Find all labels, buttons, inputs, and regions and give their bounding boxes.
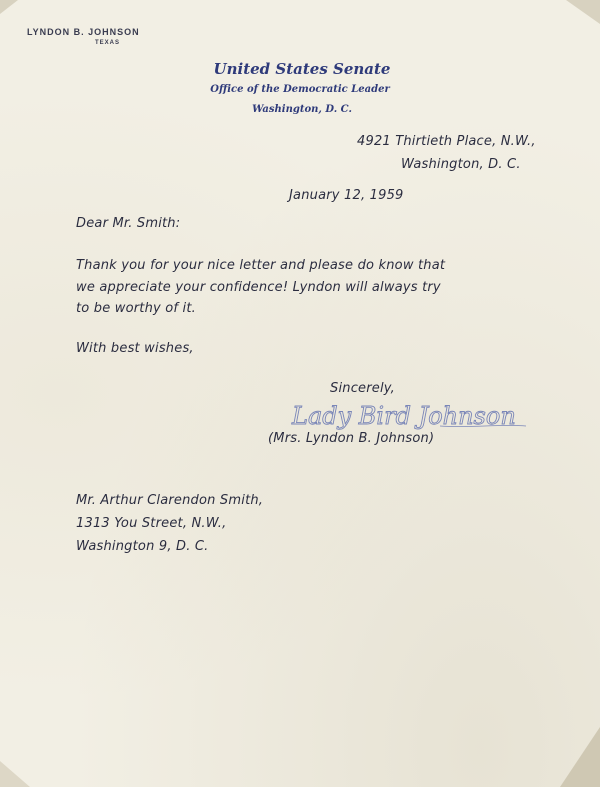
letter-date: January 12, 1959: [289, 188, 404, 203]
return-address-city: Washington, D. C.: [401, 157, 521, 172]
paper-corner-top-right: [566, 0, 600, 24]
typed-signer-name: (Mrs. Lyndon B. Johnson): [268, 431, 435, 446]
sender-name: LYNDON B. JOHNSON: [27, 27, 140, 37]
sender-state: TEXAS: [95, 40, 121, 46]
salutation: Dear Mr. Smith:: [76, 216, 181, 231]
paper-corner-top-left: [0, 0, 18, 14]
best-wishes: With best wishes,: [76, 341, 194, 356]
letterhead-office: Office of the Democratic Leader: [210, 84, 390, 95]
body-line-1: Thank you for your nice letter and please do know that: [76, 258, 446, 273]
closing: Sincerely,: [330, 381, 396, 396]
signature-text: Lady Bird Johnson: [292, 402, 516, 430]
recipient-city: Washington 9, D. C.: [76, 539, 209, 554]
recipient-street: 1313 You Street, N.W.,: [76, 516, 227, 531]
letterhead-senate: United States Senate: [213, 60, 391, 78]
paper-corner-bottom-left: [0, 761, 30, 787]
paper-corner-bottom-right: [560, 727, 600, 787]
return-address-street: 4921 Thirtieth Place, N.W.,: [357, 134, 536, 149]
body-line-3: to be worthy of it.: [76, 301, 196, 316]
letterhead-city: Washington, D. C.: [252, 104, 352, 115]
recipient-name: Mr. Arthur Clarendon Smith,: [76, 493, 264, 508]
body-line-2: we appreciate your confidence! Lyndon will always try: [76, 280, 441, 295]
